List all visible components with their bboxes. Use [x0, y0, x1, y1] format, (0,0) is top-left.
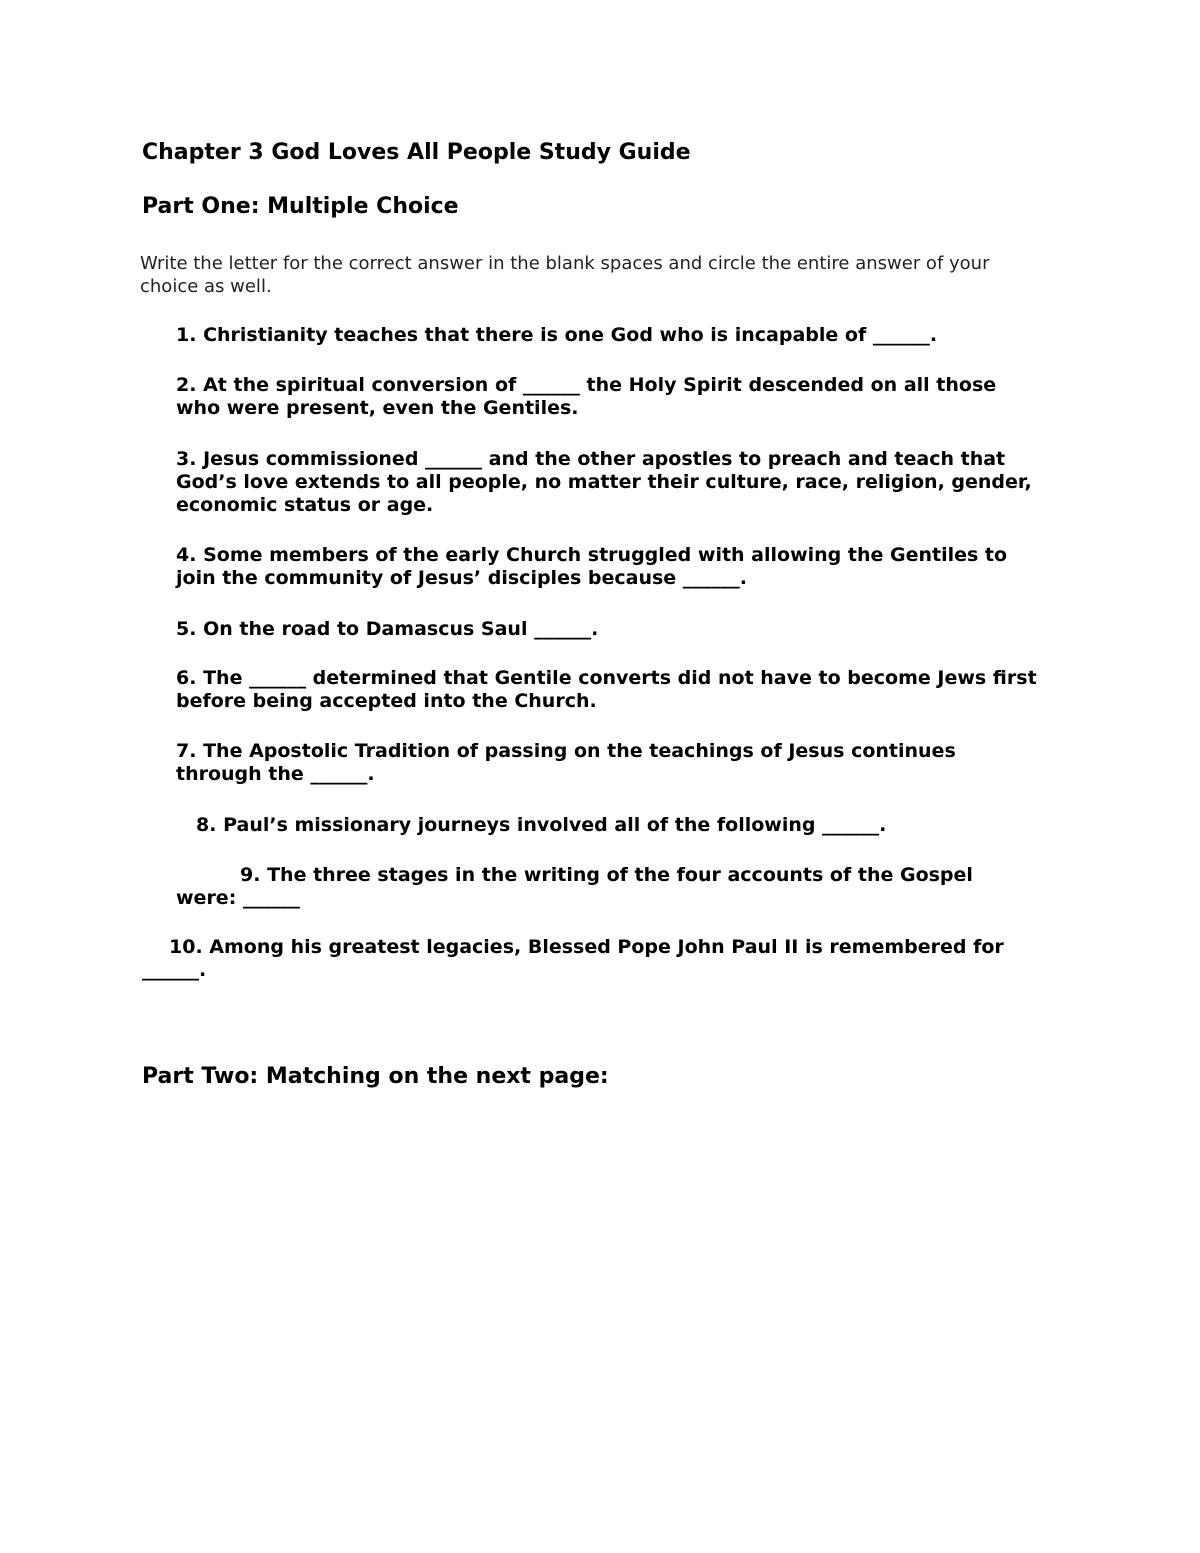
question-number: 6.	[176, 667, 197, 689]
question-text: Some members of the early Church struggled with allowing the Gentiles to join the community of Jesus’ disciples because ______.	[176, 544, 1008, 589]
question-6	[176, 667, 1046, 713]
question-text: On the road to Damascus Saul ______.	[203, 618, 599, 640]
part-two-heading: Part Two: Matching on the next page:	[142, 1064, 609, 1089]
question-number: 10.	[169, 936, 203, 958]
question-text: The three stages in the writing of the four accounts of the Gospel were: ______	[176, 864, 973, 909]
question-10	[142, 936, 1042, 982]
question-text: Jesus commissioned ______ and the other apostles to preach and teach that God’s love extends to all people, no matter their culture, race, religion, gender, economic status or age.	[176, 448, 1032, 516]
question-2	[176, 374, 1046, 420]
instructions-text: Write the letter for the correct answer in the blank spaces and circle the entire answer of your choice as well.	[140, 253, 990, 297]
question-text: Among his greatest legacies, Blessed Pope John Paul II is remembered for ______.	[142, 936, 1004, 981]
question-1	[176, 324, 1046, 347]
question-text: At the spiritual conversion of ______ the Holy Spirit descended on all those who were present, even the Gentiles.	[176, 374, 997, 419]
part-one-heading: Part One: Multiple Choice	[142, 194, 459, 219]
question-5	[176, 618, 1046, 641]
question-number: 1.	[176, 324, 197, 346]
question-number: 3.	[176, 448, 197, 470]
question-number: 4.	[176, 544, 197, 566]
question-text: The ______ determined that Gentile converts did not have to become Jews first before being accepted into the Church.	[176, 667, 1037, 712]
question-text: Paul’s missionary journeys involved all of the following ______.	[223, 814, 887, 836]
page-title: Chapter 3 God Loves All People Study Guide	[142, 140, 691, 165]
question-number: 7.	[176, 740, 197, 762]
question-8	[196, 814, 1046, 837]
question-text: Christianity teaches that there is one God who is incapable of ______.	[203, 324, 938, 346]
question-number: 8.	[196, 814, 217, 836]
question-text: The Apostolic Tradition of passing on the teachings of Jesus continues through the ______.	[176, 740, 956, 785]
question-9	[176, 864, 1006, 910]
question-number: 5.	[176, 618, 197, 640]
question-number: 2.	[176, 374, 197, 396]
question-7	[176, 740, 1046, 786]
question-3	[176, 448, 1046, 517]
question-number: 9.	[240, 864, 261, 886]
question-4	[176, 544, 1046, 590]
